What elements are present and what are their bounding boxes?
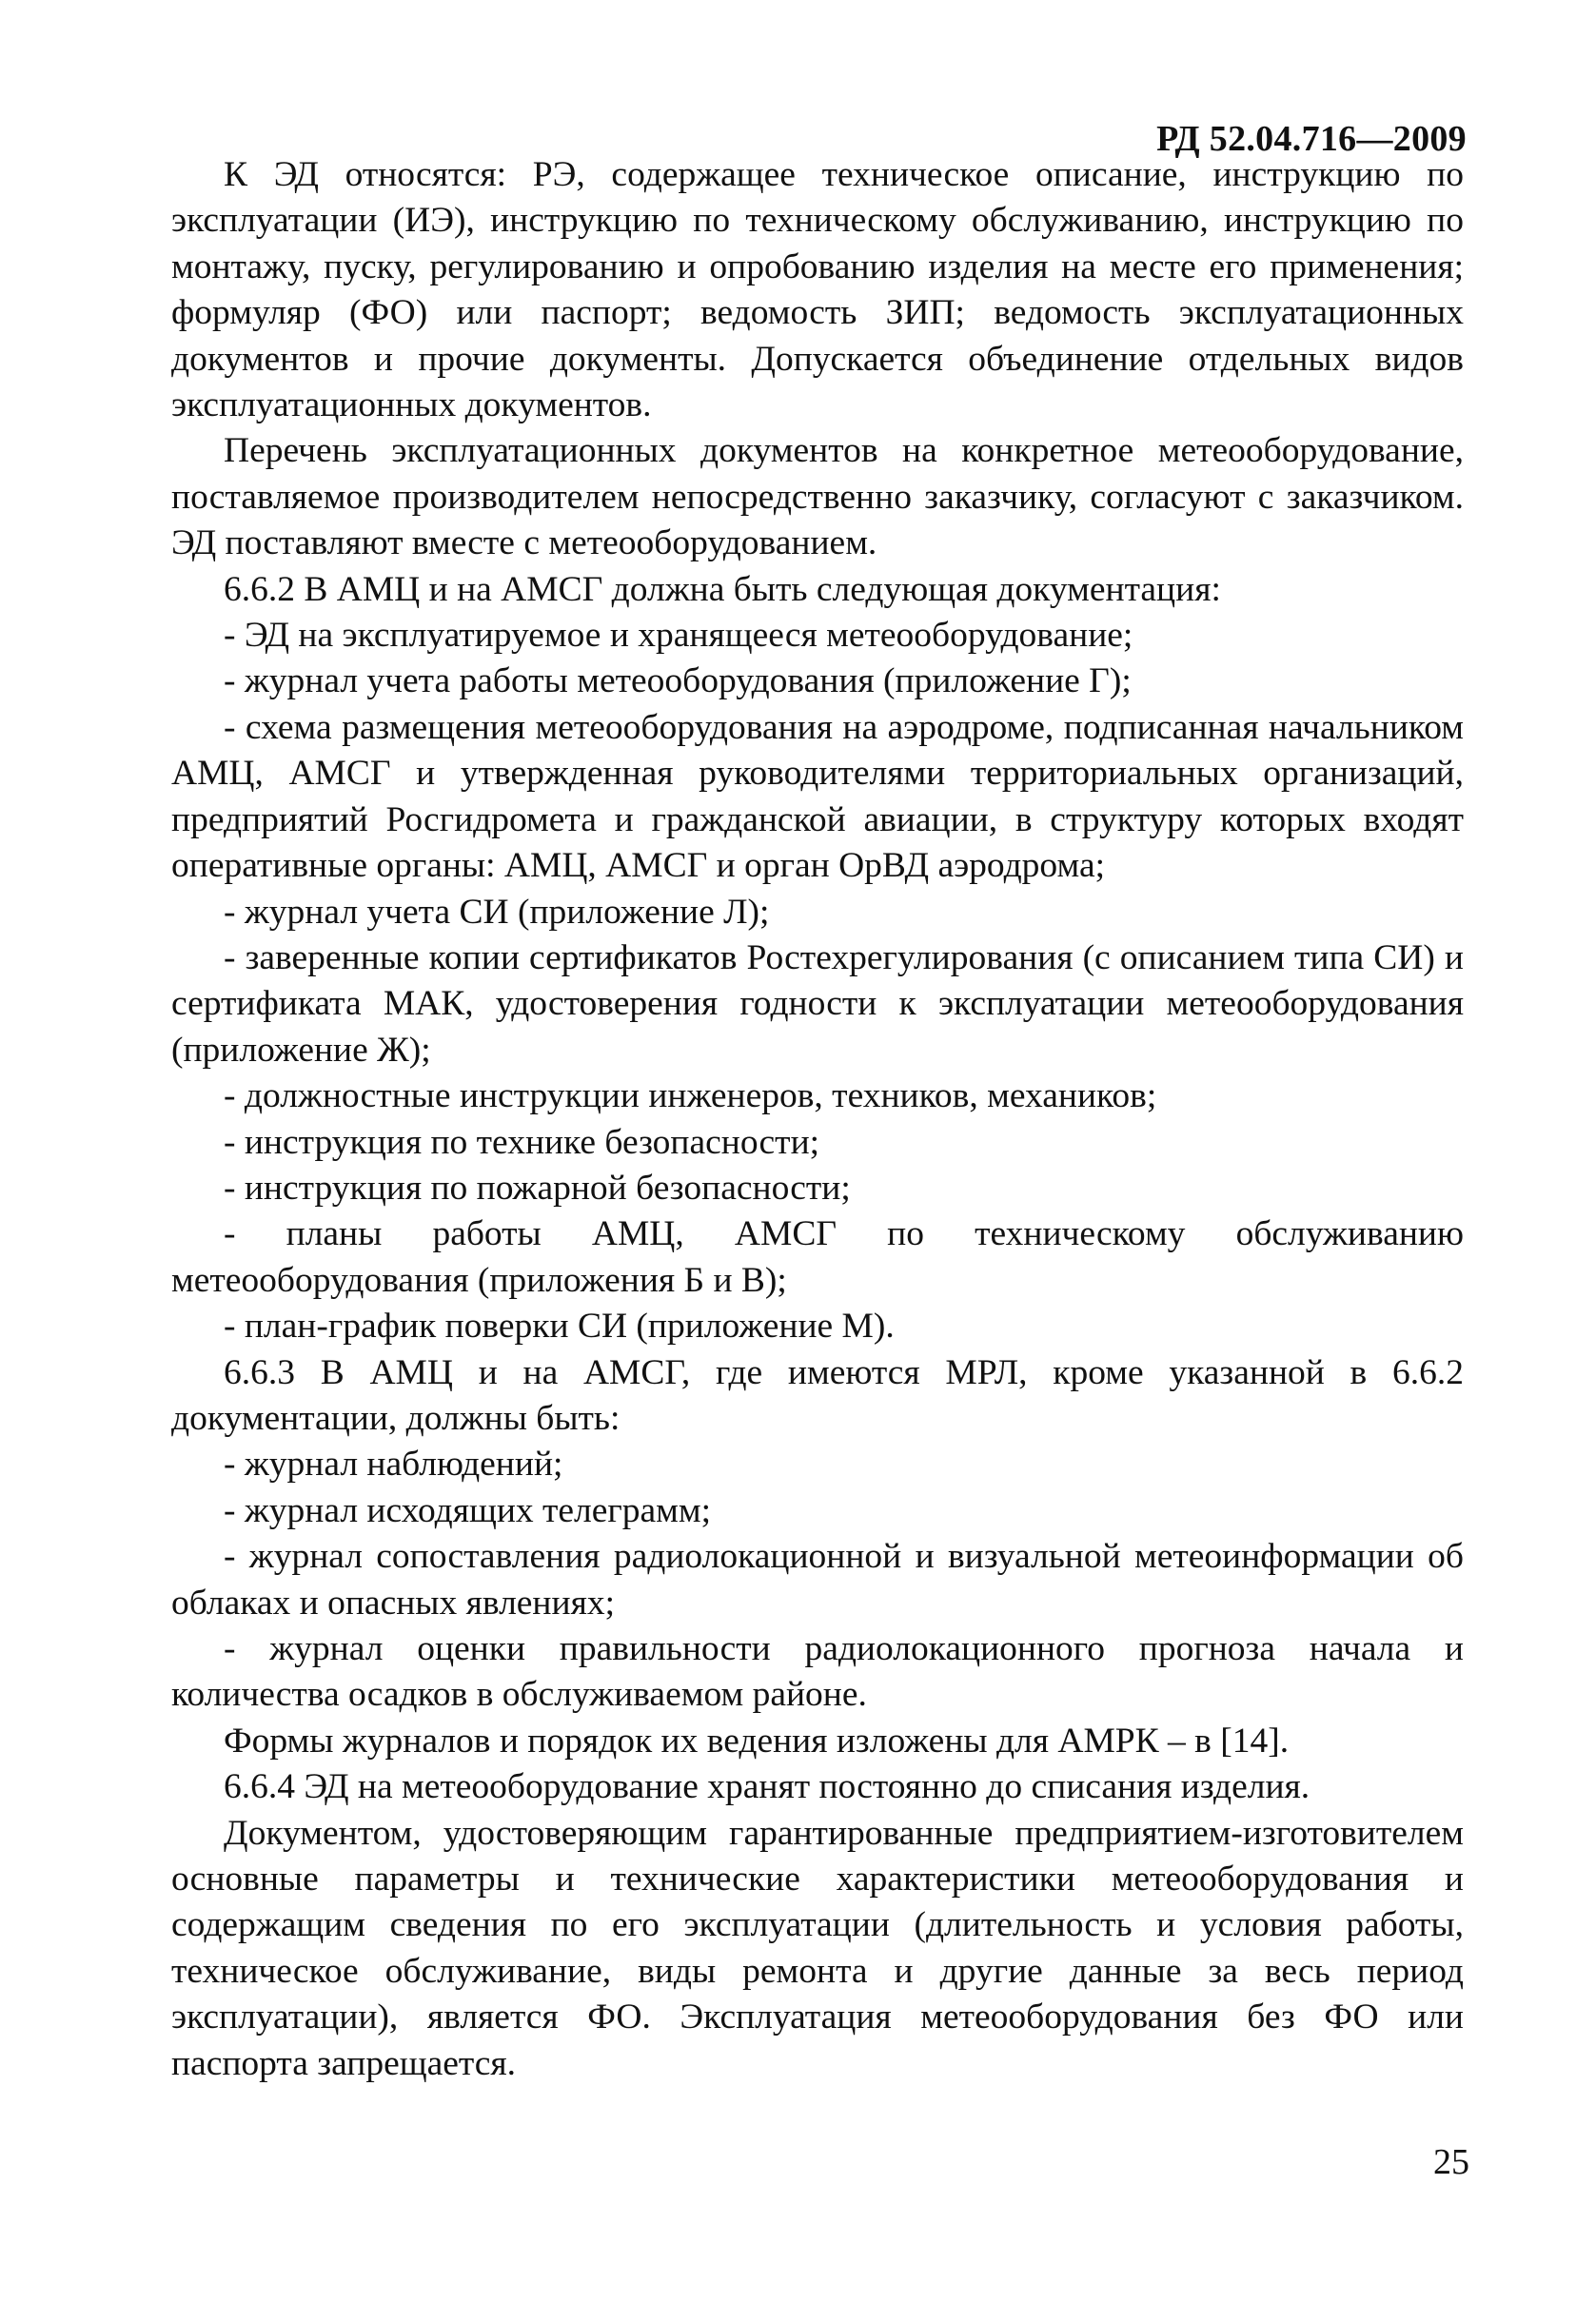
list-item: - инструкция по пожарной безопасности; (224, 1168, 851, 1208)
list-item: - журнал наблюдений; (224, 1445, 563, 1485)
list-item: - схема размещения метеооборудования на аэродроме, подписанная начальником АМЦ, АМСГ и утвержденная руководителями территориальных организаций, предприятий Росгидромета и гражданской авиации, в структуру которых входят оперативные органы: АМЦ, АМСГ и орган ОрВД аэродрома; (171, 707, 1464, 886)
list-item: - должностные инструкции инженеров, техников, механиков; (224, 1076, 1157, 1116)
list-item: - ЭД на эксплуатируемое и хранящееся метеооборудование; (224, 616, 1133, 656)
page-body (171, 152, 1464, 2087)
list-item: - журнал учета СИ (приложение Л); (224, 892, 770, 932)
list-item: - планы работы АМЦ, АМСГ по техническому обслуживанию метеооборудования (приложения Б и В); (171, 1214, 1464, 1300)
paragraph-ed-list-agreement: Перечень эксплуатационных документов на конкретное метеооборудование, поставляемое производителем непосредственно заказчику, согласуют с заказчиком. ЭД поставляют вместе с метеооборудованием. (171, 431, 1464, 563)
paragraph-journal-forms: Формы журналов и порядок их ведения изложены для АМРК – в [14]. (224, 1721, 1290, 1761)
list-item: - журнал сопоставления радиолокационной и визуальной метеоинформации об облаках и опасных явлениях; (171, 1537, 1464, 1623)
list-item: - заверенные копии сертификатов Ростехрегулирования (с описанием типа СИ) и сертификата МАК, удостоверения годности к эксплуатации метеооборудования (приложение Ж); (171, 937, 1464, 1070)
list-item: - журнал исходящих телеграмм; (224, 1490, 712, 1530)
page-number: 25 (1433, 2142, 1469, 2182)
list-item: - журнал учета работы метеооборудования (приложение Г); (224, 661, 1132, 701)
paragraph-fo-definition: Документом, удостоверяющим гарантированные предприятием-изготовителем основные параметры и технические характеристики метеооборудования и содержащим сведения по его эксплуатации (длительность и условия работы, техническое обслуживание, виды ремонта и другие данные за весь период эксплуатации), является ФО. Эксплуатация метеооборудования без ФО или паспорта запрещается. (171, 1813, 1464, 2083)
clause-6-6-3: 6.6.3 В АМЦ и на АМСГ, где имеются МРЛ, кроме указанной в 6.6.2 документации, должны быть: (171, 1352, 1464, 1438)
clause-6-6-2: 6.6.2 В АМЦ и на АМСГ должна быть следующая документация: (224, 569, 1221, 609)
list-item: - инструкция по технике безопасности; (224, 1122, 820, 1162)
paragraph-ed-composition: К ЭД относятся: РЭ, содержащее техническое описание, инструкцию по эксплуатации (ИЭ), инструкцию по техническому обслуживанию, инструкцию по монтажу, пуску, регулированию и опробованию изделия на месте его применения; формуляр (ФО) или паспорт; ведомость ЗИП; ведомость эксплуатационных документов и прочие документы. Допускается объединение отдельных видов эксплуатационных документов. (171, 155, 1464, 425)
list-item: - план-график поверки СИ (приложение М). (224, 1307, 895, 1347)
document-code-header: РД 52.04.716—2009 (1156, 119, 1467, 159)
list-item: - журнал оценки правильности радиолокационного прогноза начала и количества осадков в обслуживаемом районе. (171, 1629, 1464, 1715)
clause-6-6-4: 6.6.4 ЭД на метеооборудование хранят постоянно до списания изделия. (224, 1767, 1310, 1807)
